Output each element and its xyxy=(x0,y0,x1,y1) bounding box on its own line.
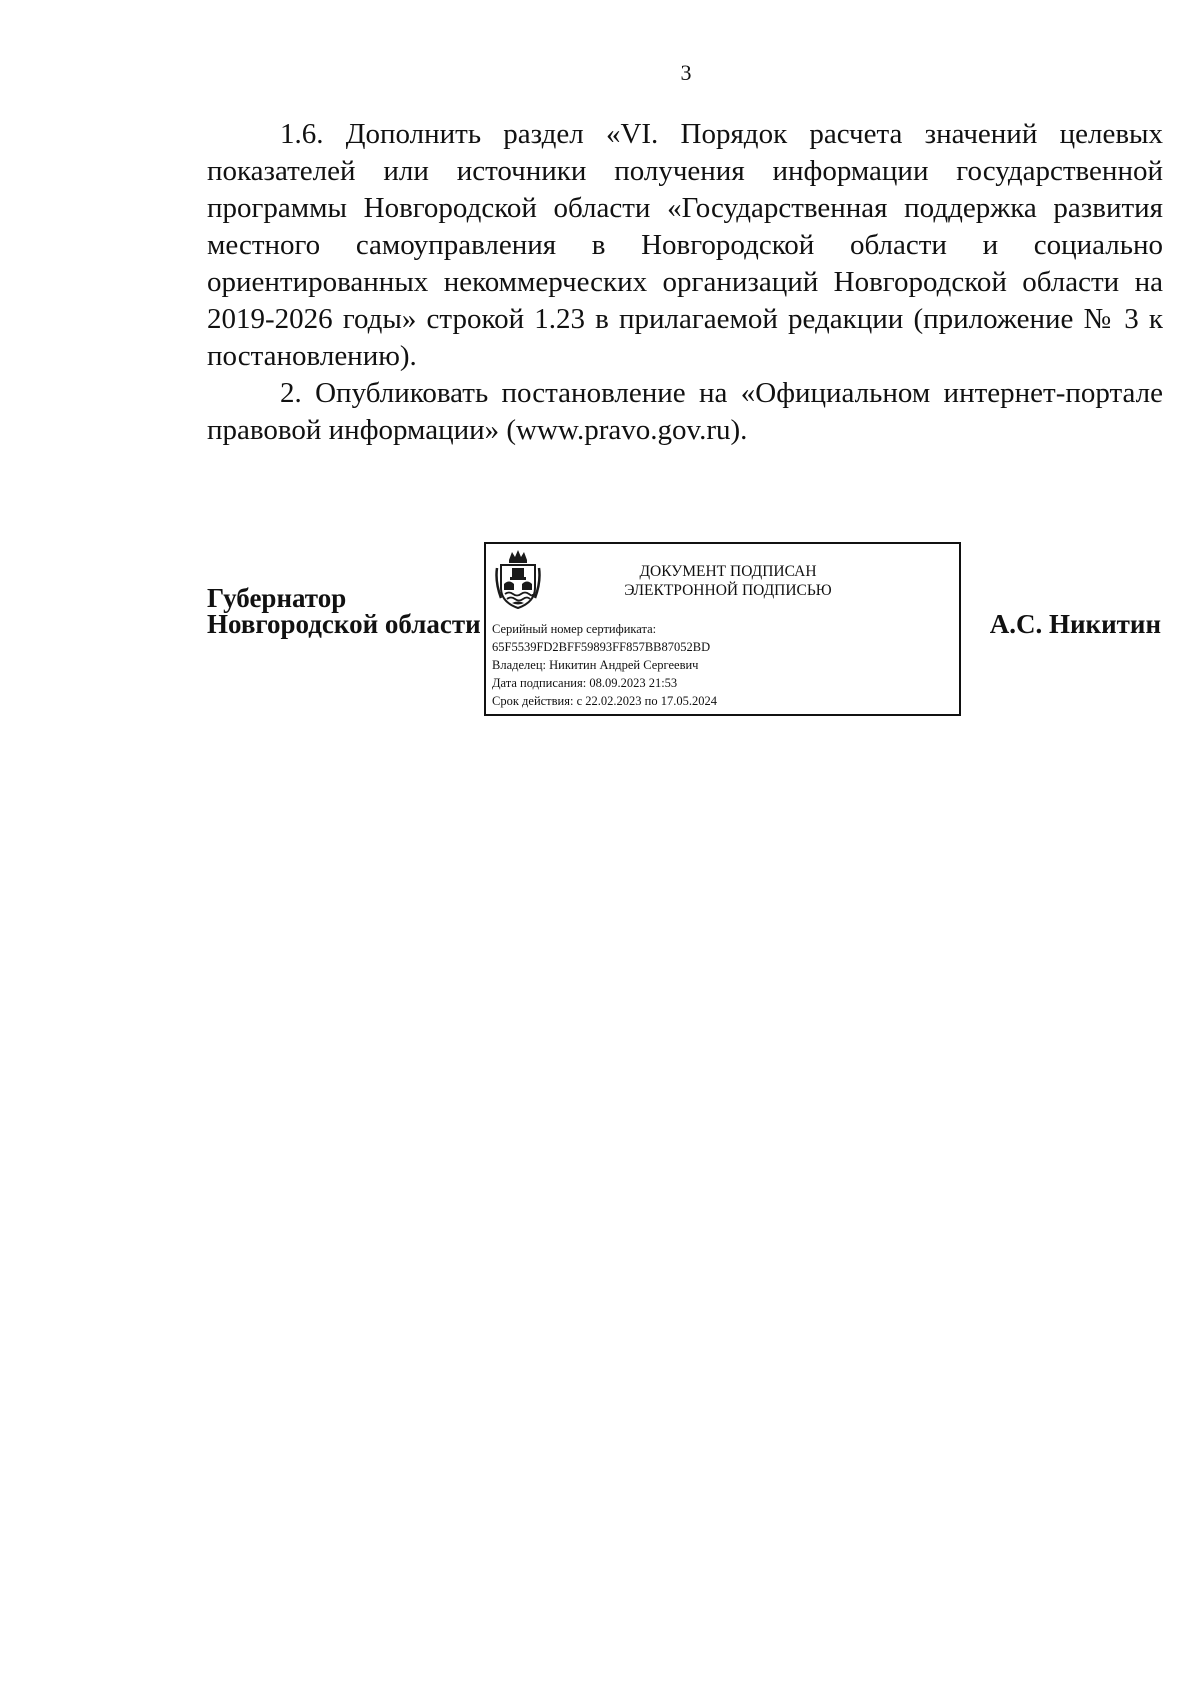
signature-block xyxy=(207,542,1163,722)
stamp-details xyxy=(492,620,717,710)
certificate-serial-value: 65F5539FD2BFF59893FF857BB87052BD xyxy=(492,640,711,654)
stamp-header-line-2: ЭЛЕКТРОННОЙ ПОДПИСЬЮ xyxy=(624,582,832,599)
paragraph-1-6: 1.6. Дополнить раздел «VI. Порядок расчета значений целевых показателей или источники получения информации государственной программы Новгородской области «Государственная поддержка развития местного самоуправления в Новгородской области и социально ориентированных некоммерческих организаций Новгородской области на 2019-2026 годы» строкой 1.23 в прилагаемой редакции (приложение № 3 к постановлению). xyxy=(207,118,1163,372)
paragraph-2: 2. Опубликовать постановление на «Официальном интернет-портале правовой информации» (www.pravo.gov.ru). xyxy=(207,377,1163,446)
certificate-validity: Срок действия: с 22.02.2023 по 17.05.2024 xyxy=(492,694,717,708)
signer-position-line-2: Новгородской области xyxy=(207,609,481,639)
page-number: 3 xyxy=(680,60,692,85)
novgorod-coat-of-arms-icon xyxy=(495,548,541,612)
document-body xyxy=(207,116,1163,449)
electronic-signature-stamp xyxy=(484,542,961,716)
certificate-owner: Владелец: Никитин Андрей Сергеевич xyxy=(492,658,699,672)
stamp-header-line-1: ДОКУМЕНТ ПОДПИСАН xyxy=(639,563,817,580)
signer-name: А.С. Никитин xyxy=(989,609,1161,639)
signer-position xyxy=(207,585,481,637)
signing-date: Дата подписания: 08.09.2023 21:53 xyxy=(492,676,678,690)
stamp-header xyxy=(548,562,908,600)
signer-position-line-1: Губернатор xyxy=(207,583,347,613)
certificate-serial-label: Серийный номер сертификата: xyxy=(492,622,657,636)
